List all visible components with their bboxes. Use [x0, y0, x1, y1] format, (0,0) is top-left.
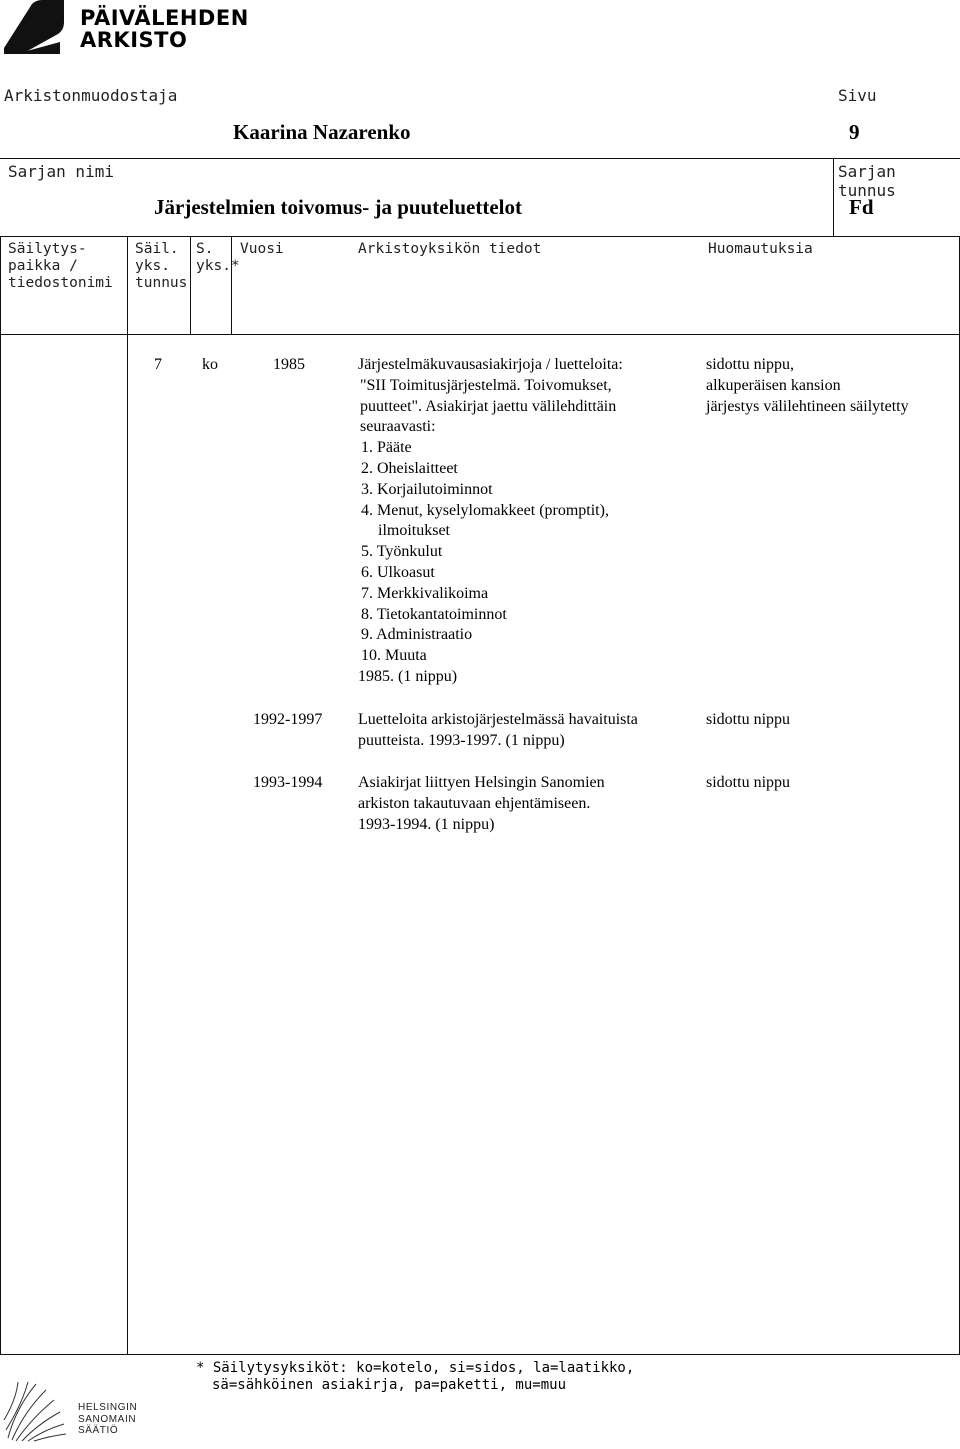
column-header-year: Vuosi: [240, 241, 284, 257]
divider-series-top: [0, 158, 960, 159]
page-number: 9: [849, 120, 860, 144]
row-1-details-line: 1985. (1 nippu): [358, 667, 458, 685]
row-3-notes: [706, 773, 790, 794]
row-2-year: 1992-1997: [253, 711, 323, 728]
row-1-details-line: 5. Työnkulut: [361, 543, 443, 561]
row-2-details-line: Luetteloita arkistojärjestelmässä havaituista: [358, 711, 638, 728]
row-1-details-line: 3. Korjailutoiminnot: [361, 480, 493, 498]
row-2-notes-line: sidottu nippu: [706, 711, 791, 728]
divider-series-vertical: [833, 158, 834, 236]
row-2-notes: [706, 710, 790, 731]
row-1-details-line: Järjestelmäkuvausasiakirjoja / luetteloita:: [358, 356, 623, 373]
row-1-notes-line: alkuperäisen kansion: [706, 376, 841, 394]
table-header-bottom-border: [0, 334, 960, 335]
row-1-details-line: puutteet". Asiakirjat jaettu välilehdittäin: [360, 397, 617, 415]
row-3-notes-line: sidottu nippu: [706, 774, 791, 791]
producer-name: Kaarina Nazarenko: [233, 120, 411, 144]
foundation-emblem-icon: [2, 1378, 68, 1444]
column-header-unit-type: S. yks.*: [196, 241, 240, 274]
series-name-label: Sarjan nimi: [8, 162, 114, 181]
row-2-details-line: puutteista. 1993-1997. (1 nippu): [358, 731, 565, 749]
column-header-location: Säilytys- paikka / tiedostonimi: [8, 241, 113, 291]
foundation-name: HELSINGIN SANOMAIN SÄÄTIÖ: [78, 1402, 138, 1436]
column-divider-2: [190, 236, 191, 334]
row-1-details-line: 10. Muuta: [361, 647, 427, 665]
row-1-unit-type: ko: [202, 356, 218, 373]
column-header-details: Arkistoyksikön tiedot: [358, 241, 542, 257]
row-3-details-line: 1993-1994. (1 nippu): [358, 815, 495, 833]
footnote-line-1: * Säilytysyksiköt: ko=kotelo, si=sidos, la=laatikko,: [196, 1360, 635, 1376]
row-1-details-line: 2. Oheislaitteet: [361, 459, 458, 477]
row-1-unit-id: 7: [154, 356, 162, 373]
logo-text: [80, 7, 249, 51]
column-header-notes: Huomautuksia: [708, 241, 813, 257]
table-left-border: [0, 236, 1, 1354]
row-1-details-line: 4. Menut, kyselylomakkeet (promptit),: [361, 501, 609, 519]
footnote-line-2: sä=sähköinen asiakirja, pa=paketti, mu=muu: [212, 1377, 567, 1393]
table-top-border: [0, 236, 960, 237]
row-1-details-line: "SII Toimitusjärjestelmä. Toivomukset,: [360, 376, 612, 394]
row-1-notes: [706, 355, 909, 417]
row-3-year: 1993-1994: [253, 774, 323, 791]
footnote: [196, 1360, 634, 1394]
logo-line-2: ARKISTO: [80, 28, 188, 52]
row-3-details-line: arkiston takautuvaan ehjentämiseen.: [358, 794, 591, 812]
row-1-details-line: 7. Merkkivalikoima: [361, 584, 489, 602]
row-1-details-line: seuraavasti:: [360, 418, 436, 436]
row-1-details-line: 1. Pääte: [361, 439, 412, 457]
table-bottom-border: [0, 1354, 960, 1355]
row-1-details-line: 8. Tietokantatoiminnot: [361, 605, 507, 623]
row-1-details-line: 6. Ulkoasut: [361, 563, 435, 581]
logo-line-1: PÄIVÄLEHDEN: [80, 6, 249, 30]
row-1-year: 1985: [273, 356, 305, 373]
series-name: Järjestelmien toivomus- ja puuteluettelot: [154, 195, 523, 219]
series-code-label: Sarjan tunnus: [838, 162, 896, 200]
series-code: Fd: [849, 195, 874, 219]
page-label: Sivu: [838, 86, 877, 105]
row-1-notes-line: sidottu nippu,: [706, 356, 795, 373]
row-3-details-line: Asiakirjat liittyen Helsingin Sanomien: [358, 774, 605, 791]
row-2-details: [358, 710, 638, 752]
logo-mark-icon: [2, 0, 74, 56]
row-1-details-line: ilmoitukset: [378, 522, 450, 540]
row-1-details: [358, 355, 623, 688]
helsingin-sanomain-saatio-logo: [2, 1378, 162, 1444]
column-header-unit-id: Säil. yks. tunnus: [135, 241, 188, 291]
row-1-details-line: 9. Administraatio: [361, 626, 473, 644]
row-1-notes-line: järjestys välilehtineen säilytetty: [706, 397, 909, 415]
row-3-details: [358, 773, 605, 835]
column-divider-1: [127, 236, 128, 1354]
producer-label: Arkistonmuodostaja: [4, 86, 178, 105]
